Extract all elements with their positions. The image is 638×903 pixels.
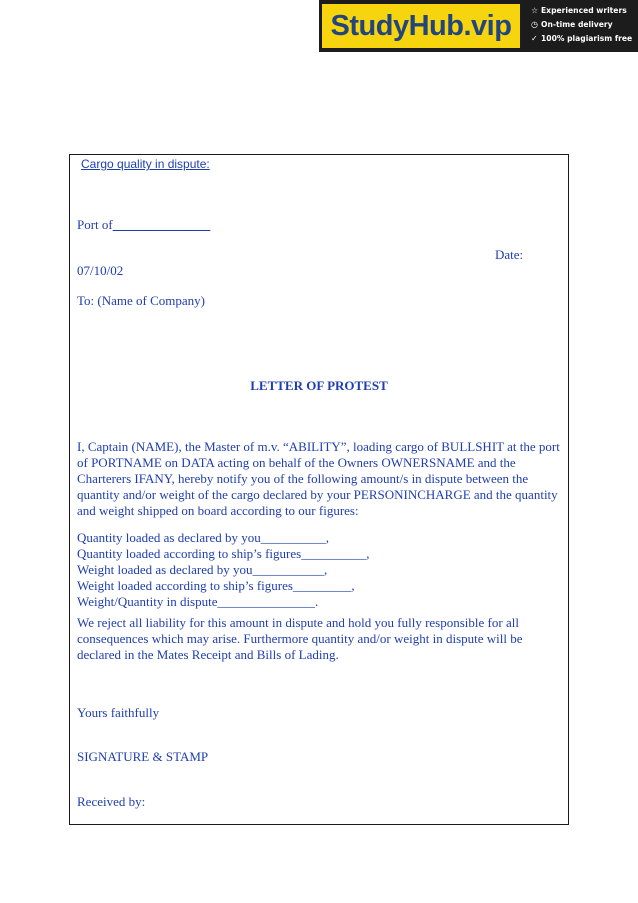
document-heading: Cargo quality in dispute: [81,157,210,171]
clock-icon: ◷ [531,20,538,29]
letter-title: LETTER OF PROTEST [250,378,388,393]
feature-label: On-time delivery [541,20,613,29]
banner-features [531,4,637,46]
received-line: Received by: [77,794,146,809]
port-blank: _______________ [112,217,211,232]
star-outline-icon: ☆ [531,6,539,15]
quantity-line: Weight/Quantity in dispute_______________. [77,594,319,609]
feature-label: 100% plagiarism free [541,34,633,43]
studyhub-banner[interactable] [319,0,638,52]
closing-line: Yours faithfully [77,705,160,720]
date-label: Date: [495,247,524,262]
port-line [77,217,210,233]
feature-experienced-writers [531,4,637,18]
liability-line: consequences which may arise. Furthermore quantity and/or weight in dispute will be [77,631,523,646]
body-line: of PORTNAME on DATA acting on behalf of the Owners OWNERSNAME and the [77,455,516,470]
body-line: Charterers IFANY, hereby notify you of the following amount/s in dispute between the [77,471,529,486]
quantity-line: Quantity loaded as declared by you__________, [77,530,329,545]
date-value: 07/10/02 [77,263,124,278]
letter-frame [69,154,569,825]
feature-plagiarism-free [531,32,637,46]
liability-line: declared in the Mates Receipt and Bills of Lading. [77,647,339,662]
body-line: quantity and/or weight of the cargo declared by your PERSONINCHARGE and the quantity [77,487,558,502]
protest-body [77,439,563,519]
liability-paragraph [77,615,563,663]
quantity-line: Quantity loaded according to ship’s figures__________, [77,546,370,561]
recipient-line: To: (Name of Company) [77,293,205,308]
port-label: Port of [77,217,113,232]
feature-label: Experienced writers [541,6,627,15]
body-line: I, Captain (NAME), the Master of m.v. “ABILITY”, loading cargo of BULLSHIT at the port [77,439,560,454]
feature-on-time-delivery [531,18,637,32]
check-document-icon: ✓ [531,34,538,43]
quantity-list [77,530,563,610]
studyhub-logo[interactable]: StudyHub.vip [322,4,520,48]
body-line: and weight shipped on board according to our figures: [77,503,359,518]
quantity-line: Weight loaded according to ship’s figures_________, [77,578,355,593]
signature-line: SIGNATURE & STAMP [77,749,209,764]
quantity-line: Weight loaded as declared by you___________, [77,562,328,577]
liability-line: We reject all liability for this amount in dispute and hold you fully responsible for all [77,615,519,630]
